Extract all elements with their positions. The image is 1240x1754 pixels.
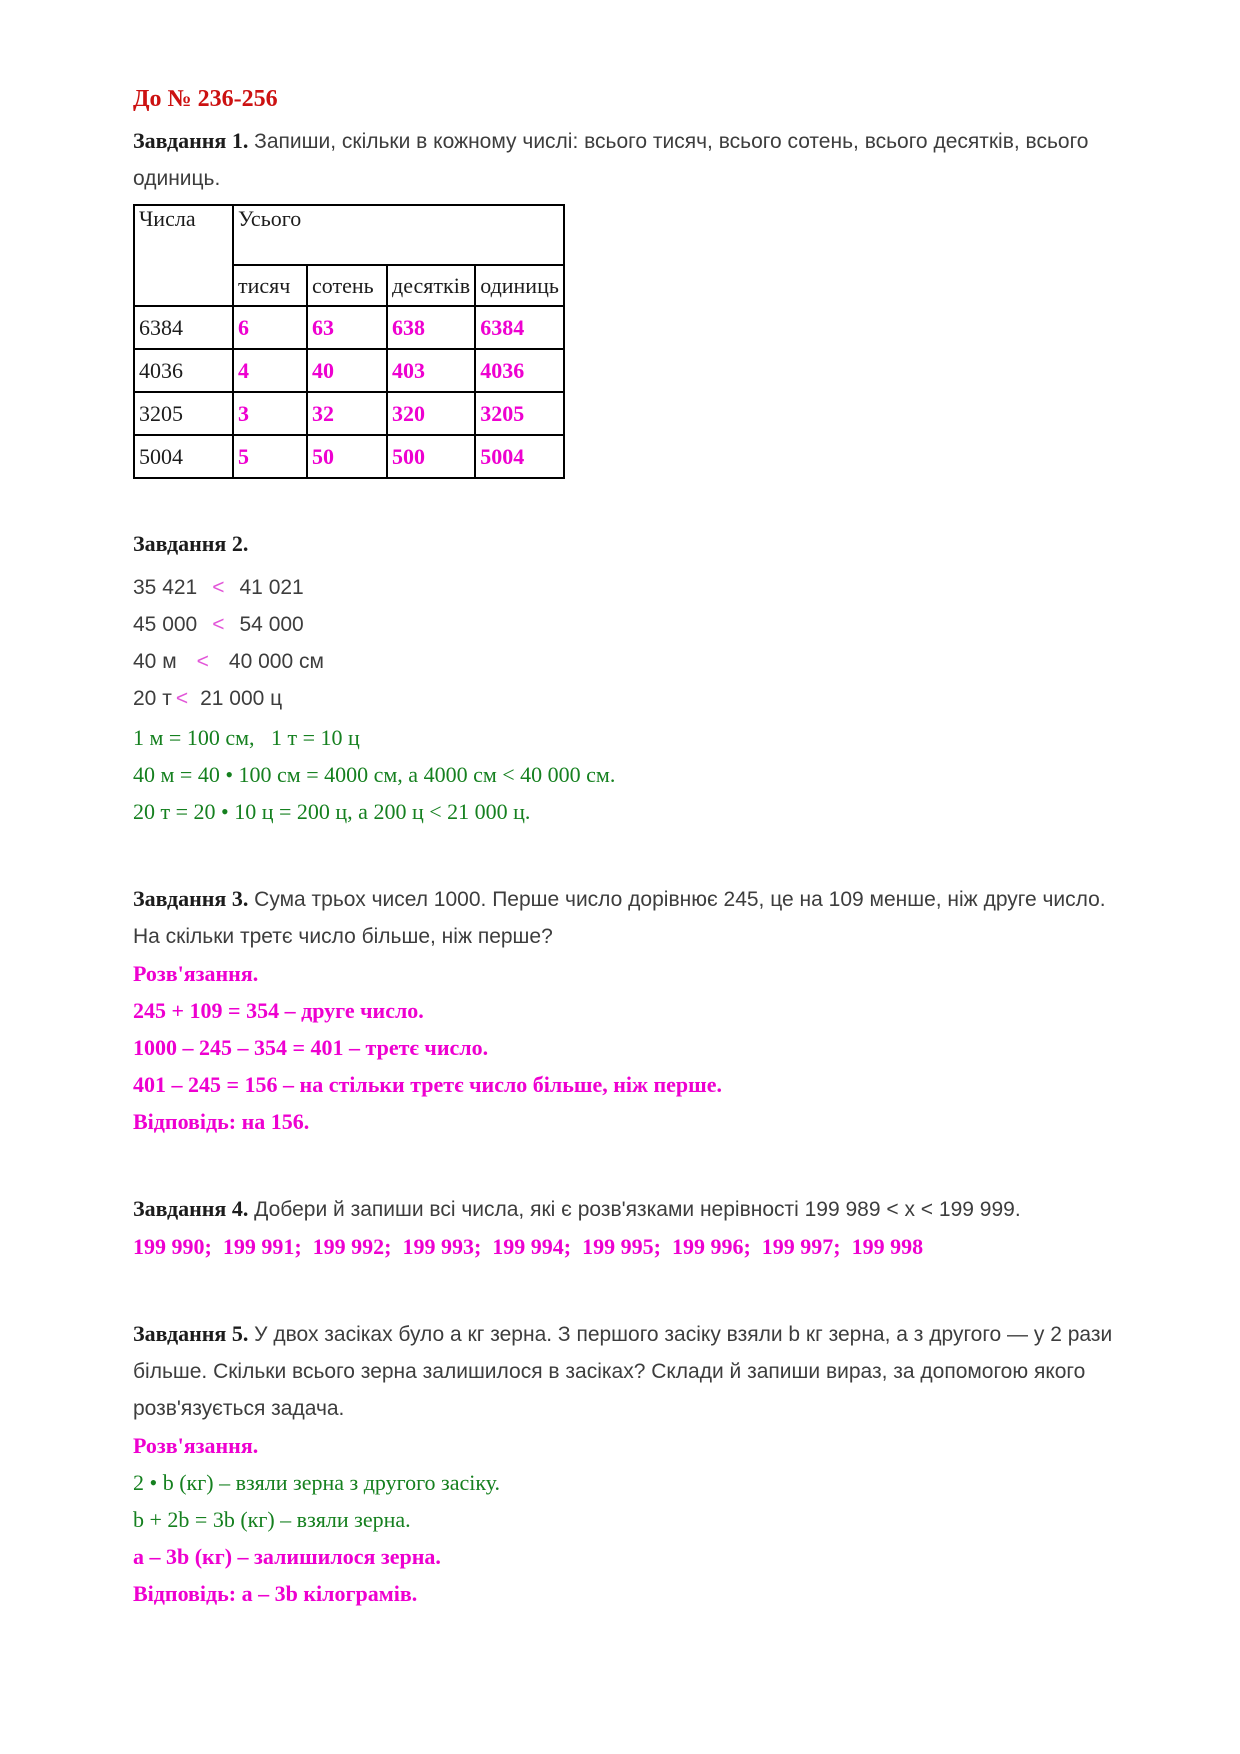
less-than-sign: <	[212, 576, 225, 599]
task3-label: Завдання 3.	[133, 886, 249, 911]
explanation-line: 40 м = 40 • 100 см = 4000 см, а 4000 см < 40 000 см.	[133, 762, 616, 787]
comparison-line	[133, 606, 1120, 643]
answer-line: 199 990; 199 991; 199 992; 199 993; 199 994; 199 995; 199 996; 199 997; 199 998	[133, 1234, 924, 1259]
table-group-header: Усього	[233, 205, 564, 265]
task2-label: Завдання 2.	[133, 531, 249, 556]
task1-text: Запиши, скільки в кожному числі: всього тисяч, всього сотень, всього десятків, всього одиниць.	[133, 130, 1089, 190]
solution-label: Розв'язання.	[133, 1433, 259, 1458]
task5-statement	[133, 1315, 1118, 1427]
row-value: 50	[307, 435, 387, 478]
row-number: 3205	[134, 392, 233, 435]
table-subheader-units: одиниць	[475, 265, 564, 306]
solution-step: 2 • b (кг) – взяли зерна з другого засіку.	[133, 1470, 501, 1495]
comparison-line	[133, 569, 1120, 606]
task5-label: Завдання 5.	[133, 1321, 249, 1346]
row-value: 3	[233, 392, 307, 435]
table-header-row-1	[134, 205, 564, 265]
table-subheader-hundreds: сотень	[307, 265, 387, 306]
row-value: 638	[387, 306, 475, 349]
table-row	[134, 435, 564, 478]
task4-section	[133, 1190, 1120, 1265]
task1-table	[133, 204, 565, 479]
table-corner-header: Числа	[134, 205, 233, 306]
task1-statement	[133, 122, 1118, 197]
comparison-left: 40 м	[133, 650, 177, 673]
task3-text: Сума трьох чисел 1000. Перше число дорівнює 245, це на 109 менше, ніж друге число. На скільки третє число більше, ніж перше?	[133, 888, 1106, 948]
table-subheader-tens: десятків	[387, 265, 475, 306]
row-number: 6384	[134, 306, 233, 349]
comparison-line	[133, 680, 1120, 717]
solution-step: 245 + 109 = 354 – друге число.	[133, 998, 424, 1023]
task5-text: У двох засіках було а кг зерна. З першого засіку взяли b кг зерна, а з другого — у 2 рази більше. Скільки всього зерна залишилося в засіках? Склади й запиши вираз, за допомогою якого розв'язується задача.	[133, 1323, 1113, 1420]
solution-step: 1000 – 245 – 354 = 401 – третє число.	[133, 1035, 489, 1060]
row-value: 320	[387, 392, 475, 435]
row-value: 500	[387, 435, 475, 478]
row-value: 32	[307, 392, 387, 435]
row-value: 4036	[475, 349, 564, 392]
row-value: 6384	[475, 306, 564, 349]
row-value: 4	[233, 349, 307, 392]
task4-text: Добери й запиши всі числа, які є розв'язками нерівності 199 989 < x < 199 999.	[254, 1198, 1021, 1221]
solution-step: 401 – 245 = 156 – на стільки третє число більше, ніж перше.	[133, 1072, 722, 1097]
task2-section	[133, 529, 1120, 830]
task2-explanations	[133, 719, 1120, 830]
table-subheader-thousands: тисяч	[233, 265, 307, 306]
less-than-sign: <	[175, 687, 189, 710]
row-value: 63	[307, 306, 387, 349]
row-value: 40	[307, 349, 387, 392]
comparison-left: 20 т	[133, 687, 172, 710]
comparison-left: 45 000	[133, 613, 198, 636]
explanation-line: 20 т = 20 • 10 ц = 200 ц, а 200 ц < 21 000 ц.	[133, 799, 531, 824]
row-value: 6	[233, 306, 307, 349]
doc-title: До № 236-256	[133, 86, 278, 112]
row-value: 5004	[475, 435, 564, 478]
table-row	[134, 392, 564, 435]
row-number: 5004	[134, 435, 233, 478]
solution-step: b + 2b = 3b (кг) – взяли зерна.	[133, 1507, 411, 1532]
row-number: 4036	[134, 349, 233, 392]
comparison-right: 54 000	[239, 613, 304, 636]
solution-step: а – 3b (кг) – залишилося зерна.	[133, 1544, 441, 1569]
task4-statement	[133, 1190, 1118, 1228]
task4-label: Завдання 4.	[133, 1196, 249, 1221]
task3-section	[133, 880, 1120, 1140]
comparison-line	[133, 643, 1120, 680]
row-value: 5	[233, 435, 307, 478]
solution-label: Розв'язання.	[133, 961, 259, 986]
row-value: 403	[387, 349, 475, 392]
less-than-sign: <	[196, 650, 209, 673]
table-row	[134, 349, 564, 392]
table-row	[134, 306, 564, 349]
less-than-sign: <	[212, 613, 225, 636]
answer-line: Відповідь: а – 3b кілограмів.	[133, 1581, 418, 1606]
task1-label: Завдання 1.	[133, 128, 249, 153]
comparison-right: 21 000 ц	[200, 687, 283, 710]
comparison-left: 35 421	[133, 576, 198, 599]
explanation-line: 1 м = 100 см, 1 т = 10 ц	[133, 725, 360, 750]
task5-section	[133, 1315, 1120, 1612]
answer-line: Відповідь: на 156.	[133, 1109, 310, 1134]
comparison-right: 40 000 см	[228, 650, 324, 673]
task3-statement	[133, 880, 1118, 955]
row-value: 3205	[475, 392, 564, 435]
comparison-right: 41 021	[239, 576, 304, 599]
